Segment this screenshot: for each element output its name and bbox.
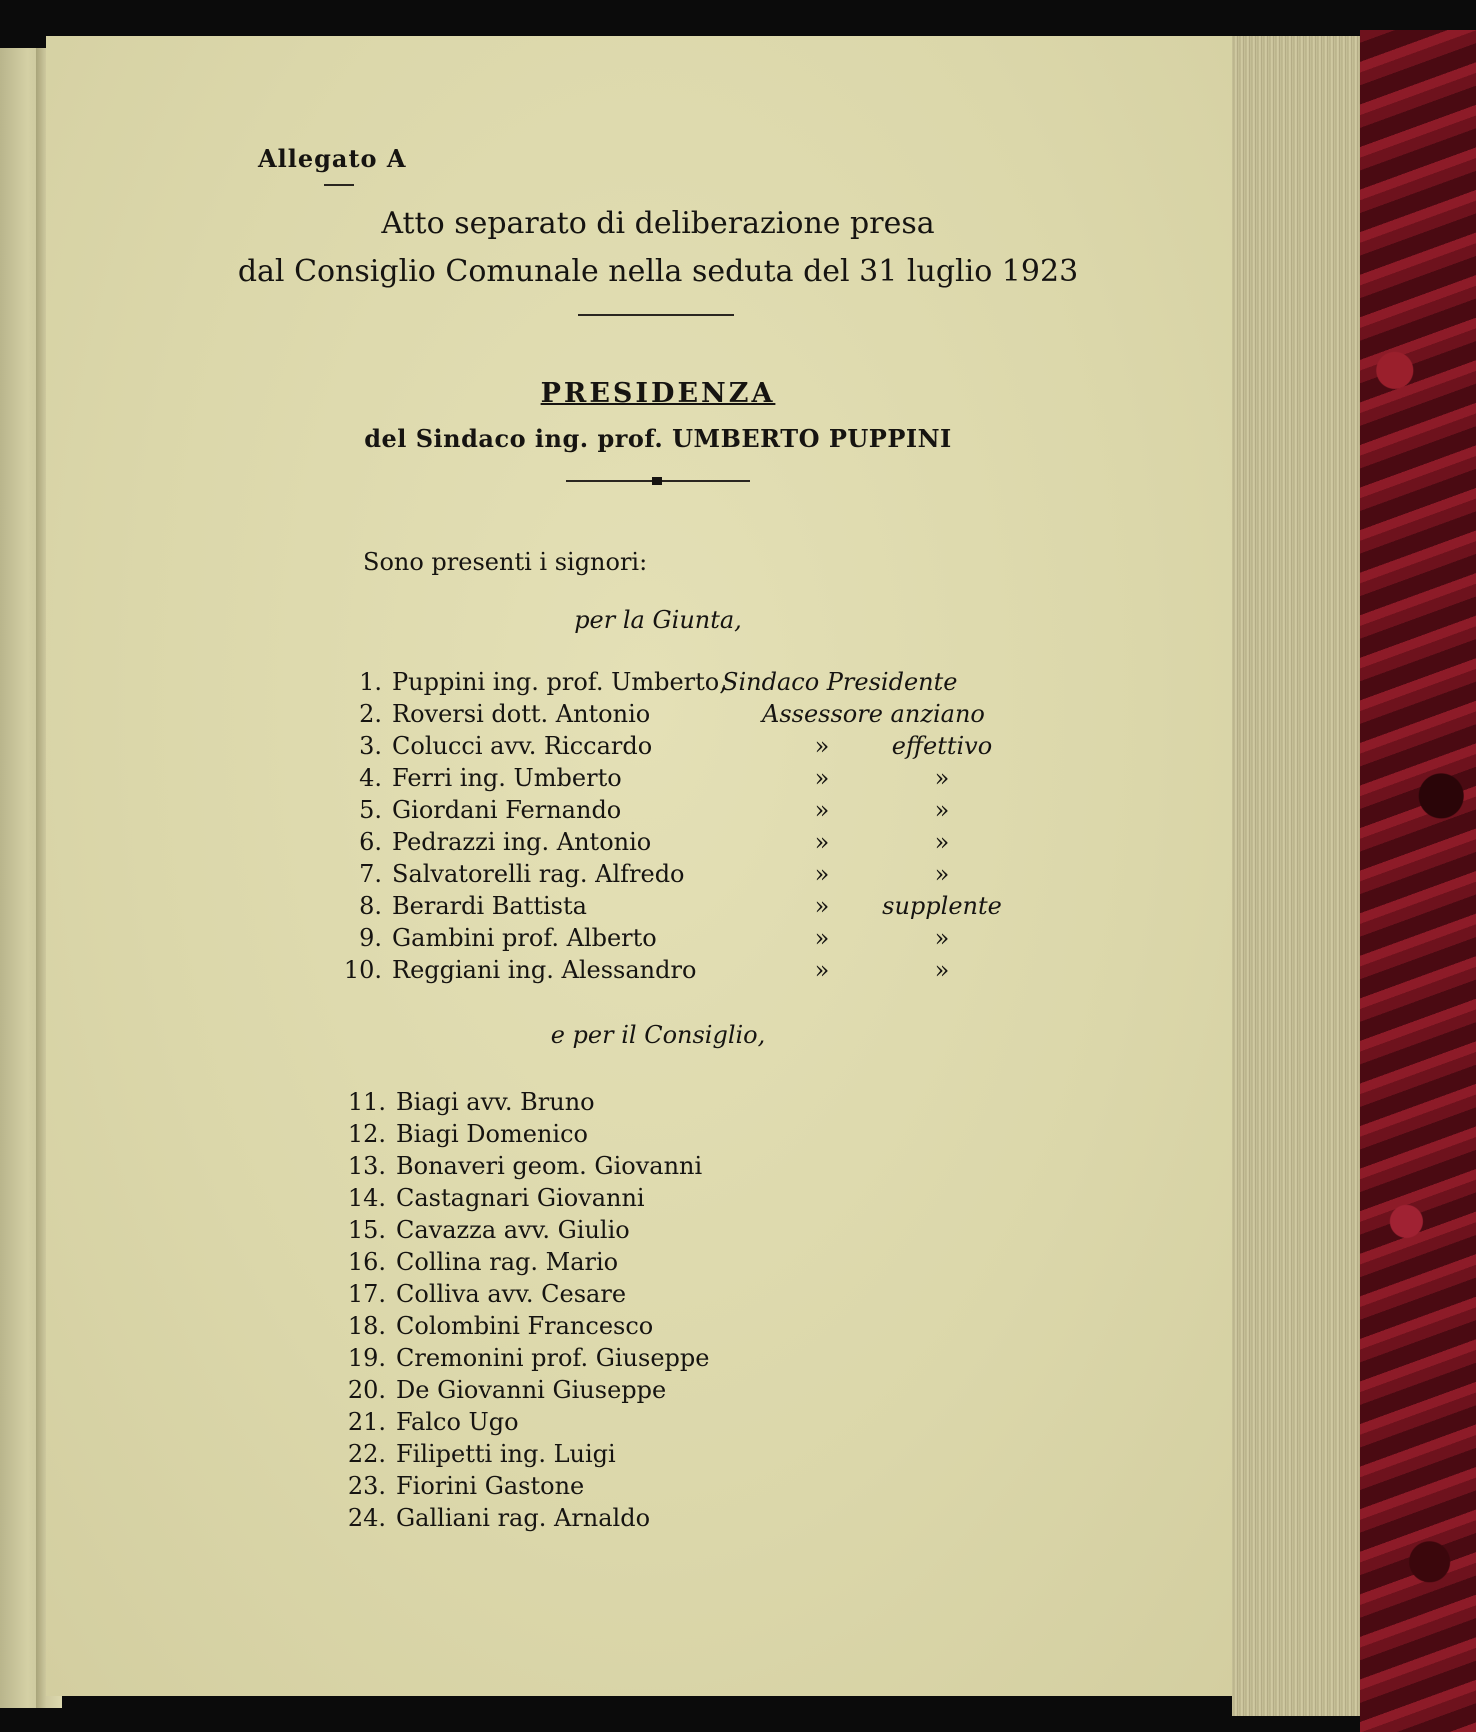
allegato-dash [324, 184, 354, 186]
presidenza-heading: PRESIDENZA [540, 378, 776, 409]
title-line-2: dal Consiglio Comunale nella seduta del 31 luglio 1923 [237, 254, 1079, 289]
book-cover [1360, 30, 1476, 1732]
ornament-dot [652, 477, 662, 485]
consiglio-heading: e per il Consiglio, [550, 1021, 766, 1049]
presenti-line: Sono presenti i signori: [363, 548, 648, 576]
giunta-heading: per la Giunta, [574, 606, 742, 634]
title-divider [578, 314, 734, 316]
title-line-1: Atto separato di deliberazione presa [381, 206, 935, 241]
allegato-label: Allegato A [258, 144, 407, 173]
sindaco-subheading: del Sindaco ing. prof. UMBERTO PUPPINI [364, 424, 952, 453]
